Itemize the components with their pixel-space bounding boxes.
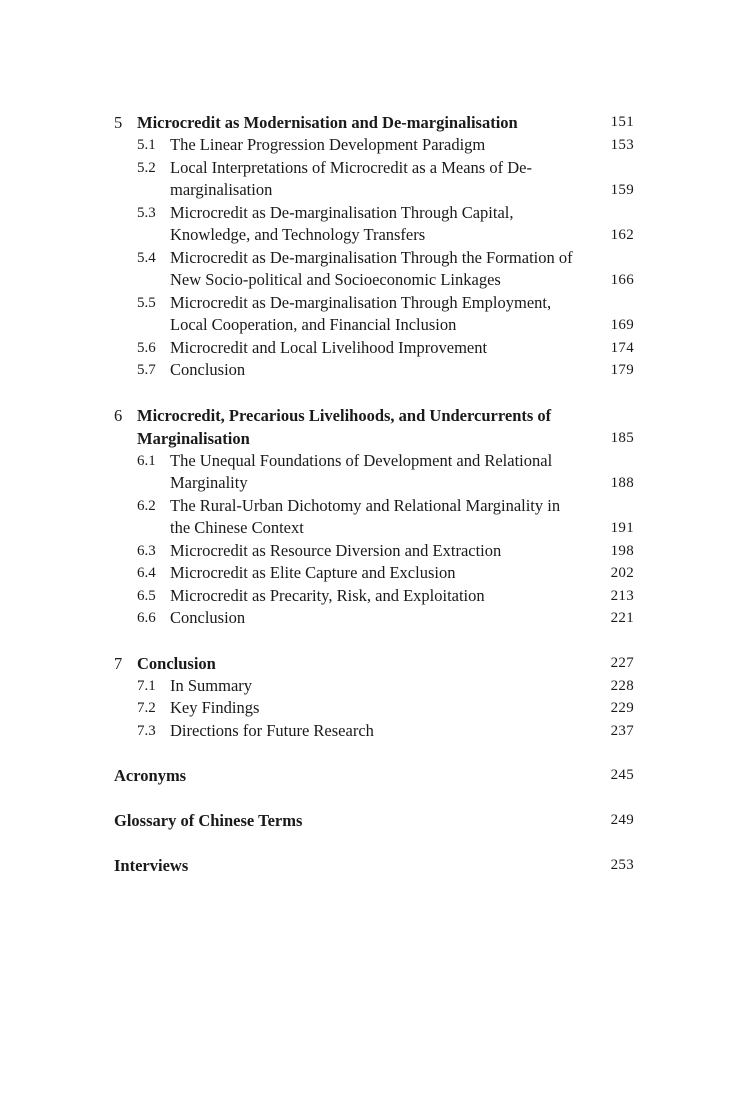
chapter-5: [114, 111, 634, 382]
page-number: 162: [610, 227, 634, 243]
toc-entry-5-3[interactable]: [114, 202, 634, 247]
chapter-number: 7: [114, 653, 123, 673]
section-number: 6.4: [137, 565, 156, 581]
section-title: Key Findings: [170, 698, 260, 717]
page-number: 221: [610, 610, 634, 626]
toc-entry-7-3[interactable]: [114, 720, 634, 743]
section-number: 6.6: [137, 610, 156, 626]
page-number: 191: [610, 520, 634, 536]
section-title: Microcredit and Local Livelihood Improvement: [170, 337, 488, 357]
section-title: Conclusion: [170, 360, 246, 379]
chapter-number: 5: [114, 113, 123, 132]
section-number: 5.6: [137, 339, 156, 356]
page-number: 151: [610, 114, 634, 130]
toc-entry-5-1[interactable]: [114, 134, 634, 157]
page-number: 153: [610, 137, 634, 153]
chapter-title: Microcredit as Modernisation and De-marginalisation: [137, 113, 518, 132]
page-number: 169: [610, 317, 634, 333]
page-number: 174: [610, 339, 634, 356]
toc-entry-5-5[interactable]: [114, 292, 634, 337]
page-number: 228: [610, 677, 634, 694]
chapter-6: [114, 404, 634, 630]
section-title: Local Interpretations of Microcredit as a Means of De-marginalisation: [170, 157, 532, 199]
toc-entry-5-2[interactable]: [114, 157, 634, 202]
page-number: 245: [610, 767, 634, 783]
section-title: The Unequal Foundations of Development and Relational Marginality: [170, 450, 553, 492]
section-number: 6.2: [137, 497, 156, 514]
toc-entry-6-4[interactable]: [114, 562, 634, 585]
backmatter-interviews[interactable]: [114, 854, 634, 877]
section-title: Microcredit as De-marginalisation Through the Formation of New Socio-political and Socioeconomic Linkages: [170, 247, 573, 289]
section-title: Conclusion: [170, 608, 246, 627]
section-title: Microcredit as De-marginalisation Through Employment, Local Cooperation, and Financial Inclusion: [170, 292, 552, 334]
section-title: The Linear Progression Development Paradigm: [170, 135, 486, 154]
page-number: 179: [610, 362, 634, 378]
toc-entry-7-1[interactable]: [114, 675, 634, 698]
page-number: 253: [610, 857, 634, 873]
section-number: 6.3: [137, 542, 156, 559]
section-number: 7.1: [137, 677, 156, 694]
chapter-number: 6: [114, 405, 123, 425]
section-number: 5.4: [137, 249, 156, 266]
backmatter-acronyms[interactable]: [114, 764, 634, 787]
backmatter-title: Acronyms: [114, 766, 187, 785]
page-number: 229: [610, 700, 634, 716]
toc-entry-6-1[interactable]: [114, 450, 634, 495]
section-number: 5.1: [137, 137, 156, 153]
page-number: 188: [610, 475, 634, 491]
chapter-heading[interactable]: [114, 111, 634, 134]
toc-entry-6-5[interactable]: [114, 585, 634, 608]
section-number: 5.7: [137, 362, 156, 378]
backmatter-title: Interviews: [114, 856, 189, 875]
toc-entry-5-7[interactable]: [114, 359, 634, 382]
chapter-title: Conclusion: [137, 653, 216, 673]
chapter-heading[interactable]: [114, 652, 634, 675]
backmatter-title: Glossary of Chinese Terms: [114, 811, 303, 830]
section-title: Microcredit as De-marginalisation Through Capital, Knowledge, and Technology Transfers: [170, 202, 514, 244]
page-number: 166: [610, 272, 634, 288]
page-number: 198: [610, 542, 634, 559]
page-number: 185: [610, 429, 634, 446]
page-number: 237: [610, 722, 634, 739]
page-number: 249: [610, 812, 634, 828]
section-title: Directions for Future Research: [170, 720, 374, 740]
section-number: 5.3: [137, 204, 156, 221]
toc-entry-5-4[interactable]: [114, 247, 634, 292]
section-title: Microcredit as Precarity, Risk, and Exploitation: [170, 585, 485, 605]
page-number: 213: [610, 587, 634, 604]
section-title: The Rural-Urban Dichotomy and Relational Marginality in the Chinese Context: [170, 495, 561, 537]
toc-entry-6-6[interactable]: [114, 607, 634, 630]
section-title: In Summary: [170, 675, 253, 695]
backmatter-glossary[interactable]: [114, 809, 634, 832]
toc-entry-6-2[interactable]: [114, 495, 634, 540]
chapter-title: Microcredit, Precarious Livelihoods, and Undercurrents of Marginalisation: [137, 405, 552, 448]
section-number: 7.3: [137, 722, 156, 739]
section-number: 5.2: [137, 159, 156, 176]
chapter-7: [114, 652, 634, 743]
toc-entry-5-6[interactable]: [114, 337, 634, 360]
page-number: 202: [610, 565, 634, 581]
section-number: 7.2: [137, 700, 156, 716]
toc-entry-7-2[interactable]: [114, 697, 634, 720]
section-number: 6.5: [137, 587, 156, 604]
toc-entry-6-3[interactable]: [114, 540, 634, 563]
page-number: 159: [610, 182, 634, 198]
page-number: 227: [610, 654, 634, 671]
table-of-contents: [114, 111, 634, 899]
chapter-heading[interactable]: [114, 404, 634, 450]
section-title: Microcredit as Elite Capture and Exclusion: [170, 563, 456, 582]
section-title: Microcredit as Resource Diversion and Extraction: [170, 540, 502, 560]
section-number: 5.5: [137, 294, 156, 311]
section-number: 6.1: [137, 452, 156, 469]
